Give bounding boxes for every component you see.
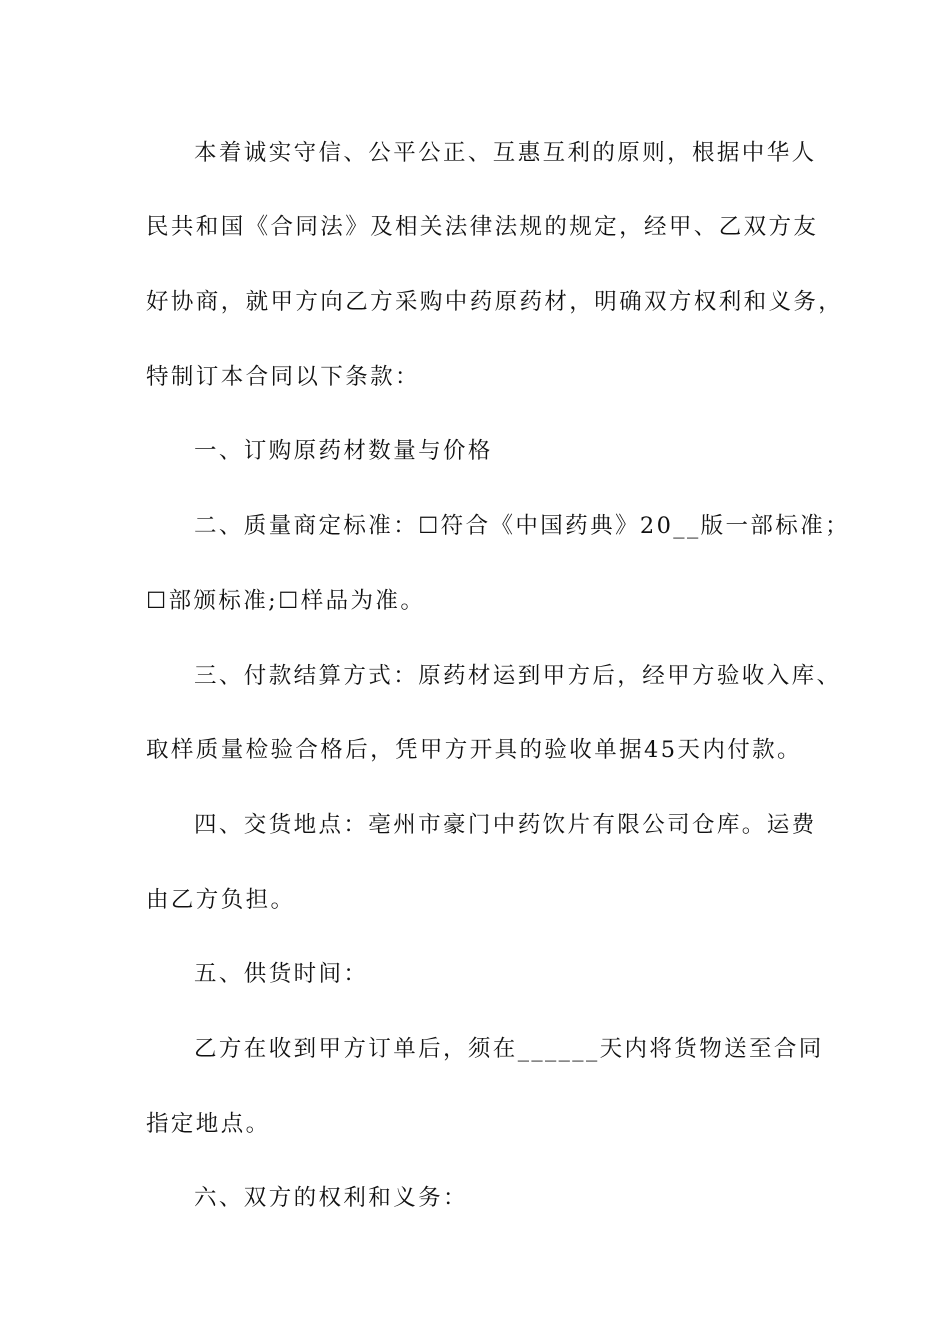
clause-3-line-2: 取样质量检验合格后，凭甲方开具的验收单据45天内付款。: [146, 737, 802, 763]
paragraph-intro-line-1: 本着诚实守信、公平公正、互惠互利的原则，根据中华人: [194, 140, 817, 166]
clause-6-heading: 六、双方的权利和义务：: [194, 1185, 468, 1211]
paragraph-intro-line-4: 特制订本合同以下条款：: [146, 364, 420, 390]
paragraph-intro-line-3: 好协商，就甲方向乙方采购中药原药材，明确双方权利和义务，: [146, 289, 844, 315]
clause-2-line-2: ☐部颁标准;☐样品为准。: [146, 588, 426, 614]
clause-1-heading: 一、订购原药材数量与价格: [194, 438, 493, 464]
clause-5-line-1: 乙方在收到甲方订单后，须在______天内将货物送至合同: [194, 1036, 824, 1062]
clause-4-line-1: 四、交货地点：亳州市豪门中药饮片有限公司仓库。运费: [194, 812, 817, 838]
clause-5-line-2: 指定地点。: [146, 1111, 271, 1137]
clause-3-line-1: 三、付款结算方式：原药材运到甲方后，经甲方验收入库、: [194, 663, 842, 689]
paragraph-intro-line-2: 民共和国《合同法》及相关法律法规的规定，经甲、乙双方友: [146, 214, 819, 240]
clause-4-line-2: 由乙方负担。: [146, 887, 296, 913]
clause-5-heading: 五、供货时间：: [194, 961, 369, 987]
clause-2-line-1: 二、质量商定标准：☐符合《中国药典》20__版一部标准；: [194, 513, 851, 539]
